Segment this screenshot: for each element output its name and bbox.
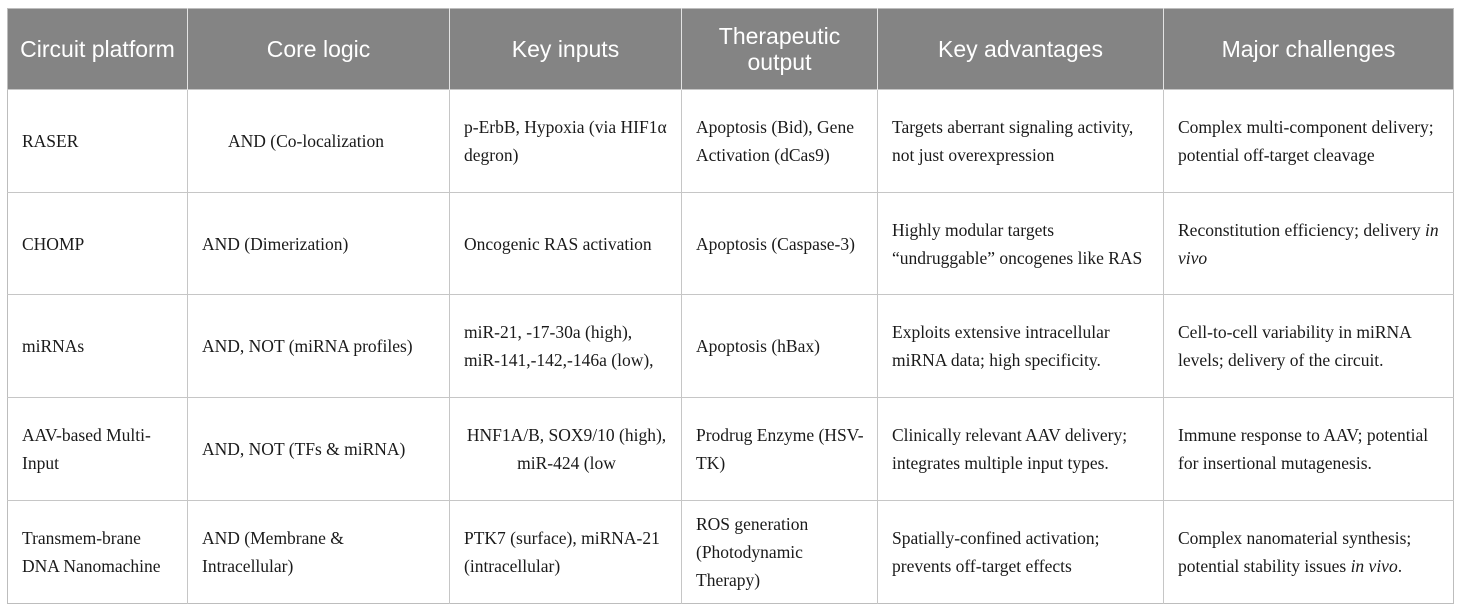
- challenges-italic: in vivo: [1178, 219, 1439, 268]
- cell-key-inputs: miR-21, -17-30a (high), miR-141,-142,-146a (low),: [450, 295, 682, 398]
- table-row: [8, 295, 1454, 398]
- cell-challenges: Cell-to-cell variability in miRNA levels; delivery of the circuit.: [1164, 295, 1454, 398]
- table-container: [7, 8, 1453, 604]
- cell-advantages: Clinically relevant AAV delivery; integrates multiple input types.: [878, 398, 1164, 501]
- table-row: [8, 398, 1454, 501]
- challenges-italic: in vivo: [1350, 556, 1398, 576]
- cell-platform: Transmem-brane DNA Nanomachine: [8, 501, 188, 604]
- cell-challenges: [1164, 501, 1454, 604]
- cell-challenges: Immune response to AAV; potential for insertional mutagenesis.: [1164, 398, 1454, 501]
- cell-core-logic: AND, NOT (miRNA profiles): [188, 295, 450, 398]
- table-row: [8, 90, 1454, 193]
- cell-key-inputs: PTK7 (surface), miRNA-21 (intracellular): [450, 501, 682, 604]
- table-row: [8, 193, 1454, 295]
- cell-challenges: [1164, 193, 1454, 295]
- table-body: [8, 90, 1454, 604]
- challenges-text: Reconstitution efficiency; delivery: [1178, 219, 1421, 240]
- challenges-text: Complex nanomaterial synthesis; potential stability issues: [1178, 528, 1412, 576]
- cell-key-inputs: HNF1A/B, SOX9/10 (high), miR-424 (low: [450, 398, 682, 501]
- cell-output: Prodrug Enzyme (HSV-TK): [682, 398, 878, 501]
- cell-core-logic: AND (Membrane & Intracellular): [188, 501, 450, 604]
- table-header: [8, 9, 1454, 90]
- cell-advantages: Highly modular targets “undruggable” oncogenes like RAS: [878, 193, 1164, 295]
- cell-platform: miRNAs: [8, 295, 188, 398]
- header-core-logic: Core logic: [188, 9, 450, 90]
- header-row: [8, 9, 1454, 90]
- header-key-inputs: Key inputs: [450, 9, 682, 90]
- challenges-end: .: [1397, 556, 1403, 576]
- cell-core-logic: AND (Dimerization): [188, 193, 450, 295]
- cell-key-inputs: p-ErbB, Hypoxia (via HIF1α degron): [450, 90, 682, 193]
- cell-output: Apoptosis (Bid), Gene Activation (dCas9): [682, 90, 878, 193]
- cell-output: ROS generation (Photodynamic Therapy): [682, 501, 878, 604]
- cell-core-logic: AND (Co-localization: [188, 90, 450, 193]
- cell-advantages: Exploits extensive intracellular miRNA data; high specificity.: [878, 295, 1164, 398]
- header-circuit-platform: Circuit platform: [8, 9, 188, 90]
- cell-challenges: Complex multi-component delivery; potential off-target cleavage: [1164, 90, 1454, 193]
- header-key-advantages: Key advantages: [878, 9, 1164, 90]
- cell-key-inputs: Oncogenic RAS activation: [450, 193, 682, 295]
- cell-output: Apoptosis (hBax): [682, 295, 878, 398]
- cell-platform: CHOMP: [8, 193, 188, 295]
- cell-output: Apoptosis (Caspase-3): [682, 193, 878, 295]
- circuit-platforms-table: [7, 8, 1454, 604]
- cell-platform: AAV-based Multi-Input: [8, 398, 188, 501]
- table-row: [8, 501, 1454, 604]
- cell-platform: RASER: [8, 90, 188, 193]
- header-major-challenges: Major challenges: [1164, 9, 1454, 90]
- cell-advantages: Spatially-confined activation; prevents off-target effects: [878, 501, 1164, 604]
- cell-advantages: Targets aberrant signaling activity, not just overexpression: [878, 90, 1164, 193]
- cell-core-logic: AND, NOT (TFs & miRNA): [188, 398, 450, 501]
- header-therapeutic-output: Therapeutic output: [682, 9, 878, 90]
